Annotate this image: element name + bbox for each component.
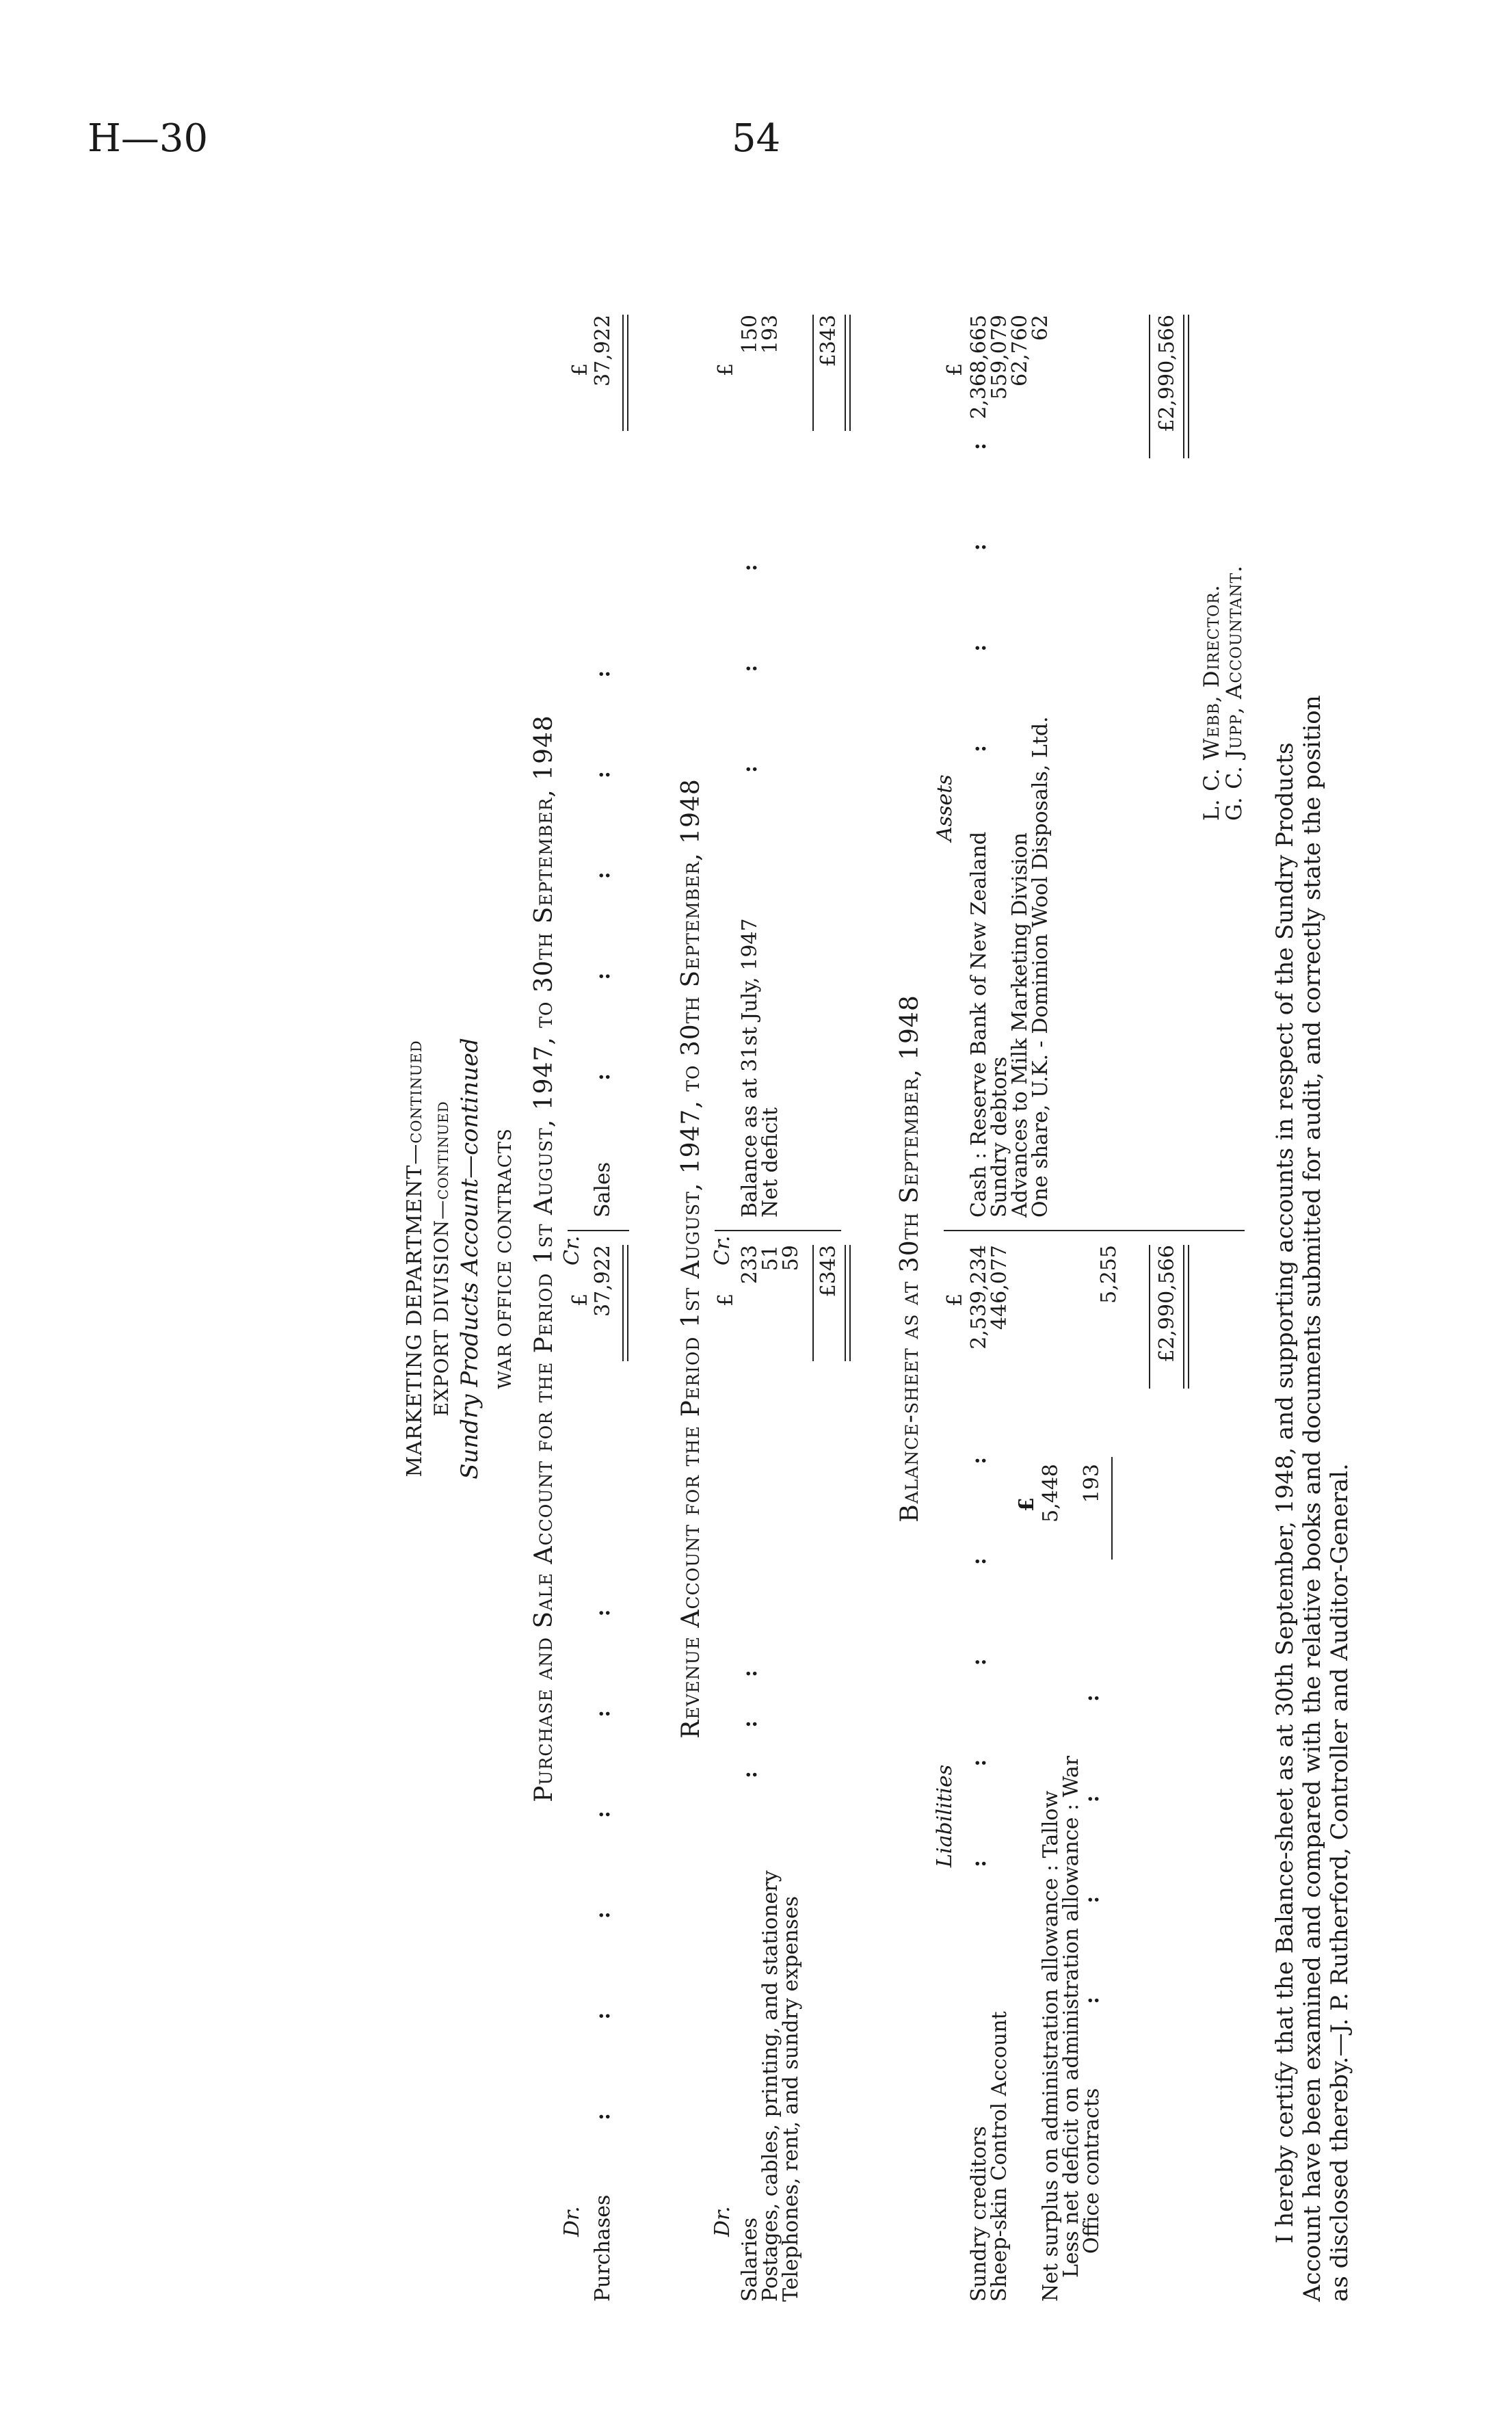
- rev-right-amount-2: 193: [758, 315, 782, 354]
- division-heading: EXPORT DIVISION—continued: [430, 1101, 453, 1417]
- rev-left-item-1: Salaries: [738, 2217, 762, 2302]
- revenue-title: Revenue Account for the Period 1st August, 1947, to 30th September, 1948: [677, 778, 705, 1739]
- rev-right-total-rule: [845, 315, 851, 431]
- ps-left-total-rule: [622, 1245, 628, 1361]
- rev-left-leader: : : :: [738, 1660, 762, 1778]
- account-heading: Sundry Products Account—continued: [456, 1038, 483, 1480]
- rev-right-pound: £: [714, 363, 738, 376]
- bs-left-pound: £: [943, 1293, 967, 1306]
- asset-amount-2: 559,079: [987, 315, 1011, 400]
- assets-total: £2,990,566: [1155, 315, 1179, 432]
- certificate-line-3: as disclosed thereby.—J. P. Rutherford, Controller and Auditor-General.: [1326, 1463, 1353, 2302]
- assets-heading: Assets: [933, 774, 957, 841]
- ps-right-leader: : : : : :: [591, 660, 615, 1081]
- ps-left-pound: £: [568, 1293, 592, 1306]
- department-heading: MARKETING DEPARTMENT—continued: [403, 1040, 427, 1477]
- rev-left-amount-3: 59: [779, 1245, 803, 1272]
- liabilities-total-rule: [1183, 1245, 1189, 1389]
- asset-leader: : : : :: [967, 433, 991, 752]
- page-reference: H—30: [88, 116, 209, 161]
- deficit-rule: [1111, 1457, 1113, 1560]
- liability-amount-1: 2,539,234: [967, 1245, 991, 1350]
- assets-subtotal-rule: [1149, 315, 1150, 458]
- ps-right-total-rule: [622, 315, 628, 431]
- rev-right-total: £343: [817, 315, 840, 367]
- surplus-line-1: Net surplus on administration allowance : Tallow: [1039, 1790, 1063, 2302]
- surplus-line-2: Less net deficit on administration allowance : War: [1059, 1755, 1083, 2278]
- signature-director: L. C. Webb, Director.: [1199, 584, 1224, 821]
- asset-amount-3: 62,760: [1008, 315, 1032, 386]
- rev-left-item-3: Telephones, rent, and sundry expenses: [779, 1896, 803, 2302]
- bs-right-pound: £: [943, 363, 967, 376]
- rev-right-subtotal-rule: [812, 315, 814, 431]
- purchase-sale-title: Purchase and Sale Account for the Period 1st August, 1947, to 30th September, 1948: [530, 715, 558, 1802]
- signature-accountant: G. C. Jupp, Accountant.: [1222, 565, 1247, 821]
- ps-sales-amount: 37,922: [591, 315, 615, 386]
- asset-item-3: Advances to Milk Marketing Division: [1008, 832, 1032, 1218]
- rev-left-total-rule: [845, 1245, 851, 1361]
- surplus-amount: 5,448: [1039, 1464, 1063, 1523]
- rev-right-item-1: Balance as at 31st July, 1947: [738, 918, 762, 1218]
- rev-left-item-2: Postages, cables, printing, and stationery: [758, 1870, 782, 2302]
- certificate-line-2: Account have been examined and compared with the relative books and documents submitted for audit, and correctly state the position: [1299, 695, 1326, 2302]
- rev-left-amount-1: 233: [738, 1245, 762, 1285]
- net-surplus-amount: 5,255: [1097, 1245, 1121, 1304]
- liability-leader: : : : : :: [967, 1447, 991, 1867]
- ps-right-pound: £: [568, 363, 592, 376]
- surplus-line-3: Office contracts: [1080, 2088, 1104, 2254]
- ps-purchases-label: Purchases: [591, 2194, 615, 2302]
- rev-right-item-2: Net deficit: [758, 1107, 782, 1218]
- deficit-amount: 193: [1080, 1464, 1104, 1503]
- page-number: 54: [732, 116, 781, 161]
- rev-divider: [715, 1230, 841, 1231]
- liabilities-heading: Liabilities: [933, 1764, 957, 1867]
- rev-left-pound: £: [714, 1293, 738, 1306]
- liability-item-1: Sundry creditors: [967, 2126, 991, 2302]
- assets-total-rule: [1183, 315, 1189, 458]
- ps-sales-label: Sales: [591, 1161, 615, 1218]
- asset-item-1: Cash : Reserve Bank of New Zealand: [967, 831, 991, 1218]
- balance-sheet-title: Balance-sheet as at 30th September, 1948: [896, 995, 924, 1523]
- ps-divider: [568, 1230, 629, 1231]
- asset-amount-4: 62: [1029, 315, 1052, 341]
- asset-item-4: One share, U.K. - Dominion Wool Disposals, Ltd.: [1029, 716, 1052, 1218]
- section-heading: WAR OFFICE CONTRACTS: [495, 1128, 516, 1389]
- liabilities-total: £2,990,566: [1155, 1245, 1179, 1363]
- rev-left-subtotal-rule: [812, 1245, 814, 1361]
- ps-dr-label: Dr.: [560, 2206, 584, 2237]
- liability-amount-2: 446,077: [987, 1245, 1011, 1330]
- liability-item-2: Sheep-skin Control Account: [987, 2011, 1011, 2302]
- rev-dr-label: Dr.: [711, 2206, 734, 2237]
- liabilities-subtotal-rule: [1149, 1245, 1150, 1389]
- rotated-page-content: [260, 171, 1436, 2346]
- certificate-line-1: I hereby certify that the Balance-sheet as at 30th September, 1948, and supporting accounts in respect of the Sundry Products: [1271, 742, 1299, 2244]
- rev-cr-label: Cr.: [711, 1235, 734, 1265]
- surplus-pound: £: [1015, 1497, 1039, 1512]
- ps-purchases-amount: 37,922: [591, 1245, 615, 1317]
- asset-amount-1: 2,368,665: [967, 315, 991, 419]
- rev-left-total: £343: [817, 1245, 840, 1298]
- ps-left-leader: : : : : : :: [591, 1599, 615, 2120]
- ps-cr-label: Cr.: [560, 1235, 584, 1265]
- rev-left-amount-2: 51: [758, 1245, 782, 1272]
- rev-right-leader: : : :: [738, 554, 762, 773]
- surplus-leader: : : : :: [1080, 1685, 1104, 2004]
- rev-right-amount-1: 150: [738, 315, 762, 354]
- bs-divider: [944, 1230, 1245, 1231]
- asset-item-2: Sundry debtors: [987, 1056, 1011, 1218]
